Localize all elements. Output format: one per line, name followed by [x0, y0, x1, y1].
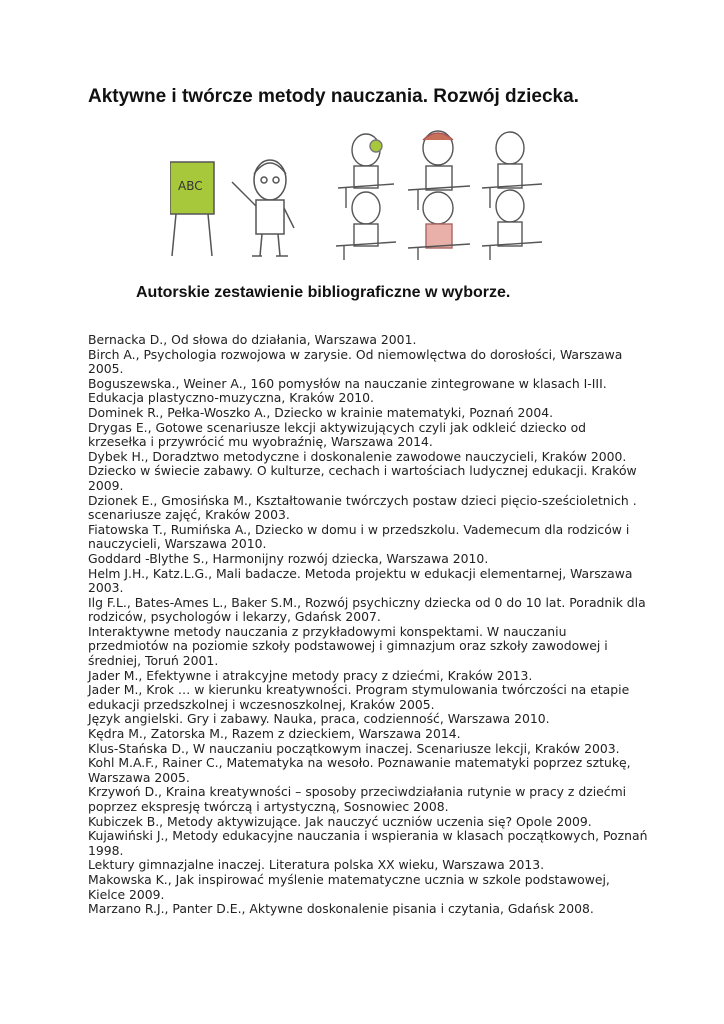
list-item: Birch A., Psychologia rozwojowa w zarysie. Od niemowlęctwa do dorosłości, Warszawa 2005.	[88, 346, 623, 377]
list-item: Jader M., Krok … w kierunku kreatywności. Program stymulowania twórczości na etapie edukacji przedszkolnej i wczesnoszkolnej, Kraków 2005.	[88, 682, 630, 712]
student-front-2	[408, 192, 470, 260]
list-item: Kohl M.A.F., Rainer C., Matematyka na wesoło. Poznawanie matematyki poprzez sztukę, Warszawa 2005.	[88, 755, 631, 785]
bibliography-list	[88, 333, 648, 917]
list-item: Drygas E., Gotowe scenariusze lekcji aktywizujących czyli jak odkleić dziecko od krzesełka i przywrócić mu wyobraźnię, Warszawa 2014.	[88, 419, 587, 450]
list-item: Klus-Stańska D., W nauczaniu początkowym inaczej. Scenariusze lekcji, Kraków 2003.	[88, 740, 620, 756]
list-item: Dziecko w świecie zabawy. O kulturze, cechach i wartościach ludycznej edukacji. Kraków 2009.	[88, 463, 637, 493]
list-item: Kujawiński J., Metody edukacyjne nauczania i wspierania w klasach początkowych, Poznań 1998.	[88, 828, 648, 858]
list-item: Język angielski. Gry i zabawy. Nauka, praca, codzienność, Warszawa 2010.	[88, 711, 550, 727]
teacher-figure	[232, 160, 294, 256]
student-front-1	[336, 192, 396, 260]
list-item: Boguszewska., Weiner A., 160 pomysłów na nauczanie zintegrowane w klasach I-III. Edukacja plastyczno-muzyczna, Kraków 2010.	[88, 375, 607, 406]
list-item: Jader M., Efektywne i atrakcyjne metody pracy z dziećmi, Kraków 2013.	[88, 667, 533, 683]
board-text: ABC	[178, 179, 203, 193]
list-item: Kędra M., Zatorska M., Razem z dzieckiem, Warszawa 2014.	[88, 726, 461, 742]
page-subtitle: Autorskie zestawienie bibliograficzne w wyborze.	[136, 284, 511, 301]
list-item: Dzionek E., Gmosińska M., Kształtowanie twórczych postaw dzieci pięcio-sześcioletnich . scenariusze zajęć, Kraków 2003.	[88, 492, 637, 523]
list-item: Dominek R., Pełka-Woszko A., Dziecko w krainie matematyki, Poznań 2004.	[88, 404, 554, 420]
list-item: Bernacka D., Od słowa do działania, Warszawa 2001.	[88, 332, 417, 347]
student-front-3	[482, 190, 542, 260]
list-item: Makowska K., Jak inspirować myślenie matematyczne ucznia w szkole podstawowej, Kielce 2009.	[88, 871, 610, 902]
list-item: Marzano R.J., Panter D.E., Aktywne doskonalenie pisania i czytania, Gdańsk 2008.	[88, 901, 594, 917]
page-title: Aktywne i twórcze metody nauczania. Rozwój dziecka.	[88, 86, 579, 107]
list-item: Kubiczek B., Metody aktywizujące. Jak nauczyć uczniów uczenia się? Opole 2009.	[88, 813, 592, 829]
list-item: Dybek H., Doradztwo metodyczne i doskonalenie zawodowe nauczycieli, Kraków 2000.	[88, 448, 627, 464]
list-item: Helm J.H., Katz.L.G., Mali badacze. Metoda projektu w edukacji elementarnej, Warszawa 2003.	[88, 565, 633, 596]
chalkboard	[170, 162, 214, 256]
list-item: Fiatowska T., Rumińska A., Dziecko w domu i w przedszkolu. Vademecum dla rodziców i nauczycieli, Warszawa 2010.	[88, 521, 630, 552]
list-item: Krzywoń D., Kraina kreatywności – sposoby przeciwdziałania rutynie w pracy z dziećmi poprzez ekspresję twórczą i artystyczną, Sosnowiec 2008.	[88, 784, 627, 814]
classroom-illustration	[170, 128, 550, 260]
list-item: Lektury gimnazjalne inaczej. Literatura polska XX wieku, Warszawa 2013.	[88, 857, 545, 873]
list-item: Ilg F.L., Bates-Ames L., Baker S.M., Rozwój psychiczny dziecka od 0 do 10 lat. Poradnik dla rodziców, psychologów i lekarzy, Gdańsk 2007.	[88, 594, 646, 625]
list-item: Interaktywne metody nauczania z przykładowymi konspektami. W nauczaniu przedmiotów na poziomie szkoły podstawowej i gimnazjum oraz szkoły zawodowej i średniej, Toruń 2001.	[88, 623, 608, 669]
list-item: Goddard -Blythe S., Harmonijny rozwój dziecka, Warszawa 2010.	[88, 550, 489, 566]
